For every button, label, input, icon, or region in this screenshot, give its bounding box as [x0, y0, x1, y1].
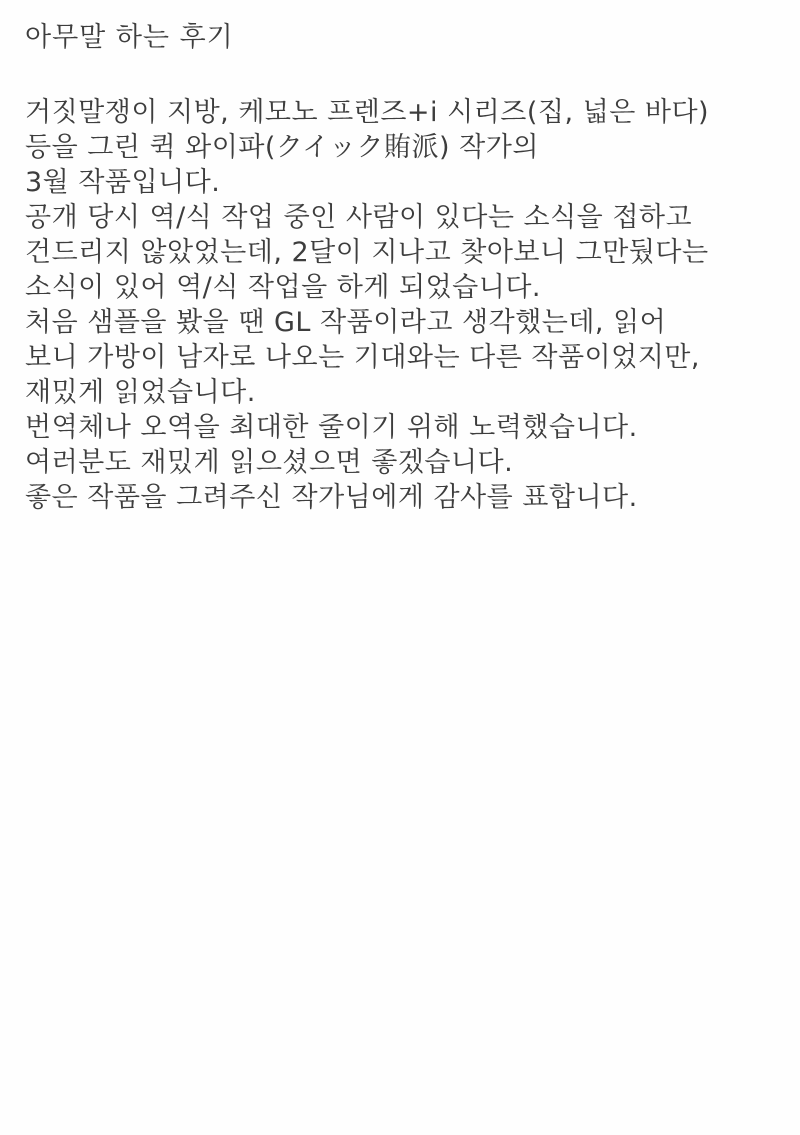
text-line: 번역체나 오역을 최대한 줄이기 위해 노력했습니다. — [25, 412, 638, 443]
text-line: 재밌게 읽었습니다. — [25, 377, 256, 408]
text-line: 여러분도 재밌게 읽으셨으면 좋겠습니다. — [25, 447, 514, 478]
text-line: 좋은 작품을 그려주신 작가님에게 감사를 표합니다. — [25, 482, 638, 513]
text-line: 3월 작품입니다. — [25, 167, 221, 198]
text-line: 등을 그린 퀵 와이파(クイック賄派) 작가의 — [25, 132, 539, 163]
page-title: 아무말 하는 후기 — [25, 22, 234, 53]
text-line: 건드리지 않았었는데, 2달이 지나고 찾아보니 그만뒀다는 — [25, 237, 709, 268]
text-line: 보니 가방이 남자로 나오는 기대와는 다른 작품이었지만, — [25, 342, 700, 373]
text-line: 공개 당시 역/식 작업 중인 사람이 있다는 소식을 접하고 — [25, 202, 693, 233]
text-line: 소식이 있어 역/식 작업을 하게 되었습니다. — [25, 272, 541, 303]
text-line: 처음 샘플을 봤을 땐 GL 작품이라고 생각했는데, 읽어 — [25, 307, 667, 338]
text-line: 거짓말쟁이 지방, 케모노 프렌즈+i 시리즈(집, 넓은 바다) — [25, 97, 710, 128]
review-paragraph — [25, 95, 790, 515]
